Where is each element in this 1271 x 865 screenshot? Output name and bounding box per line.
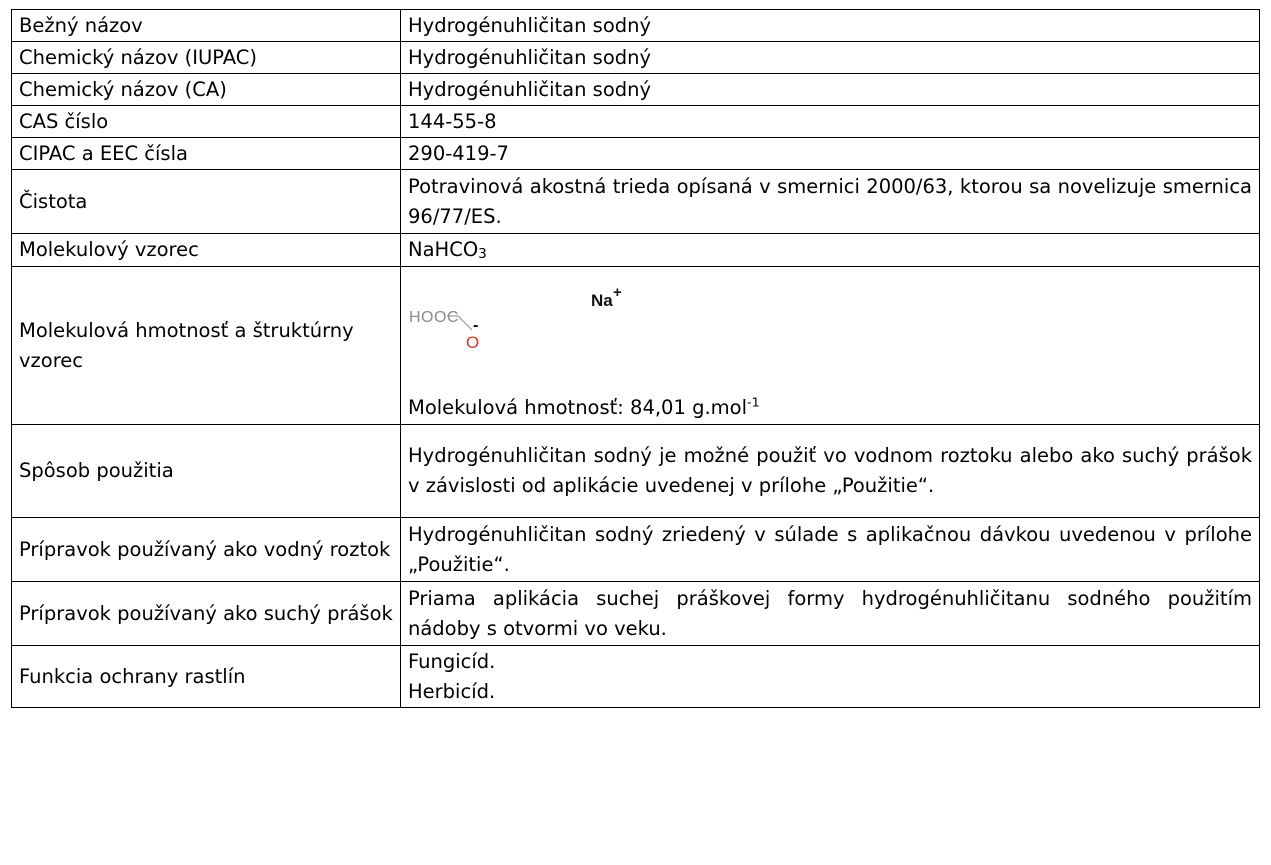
row-value: 290-419-7: [401, 138, 1260, 170]
substance-properties-table: [11, 9, 1260, 708]
table-row: [12, 74, 1260, 106]
table-row: [12, 267, 1260, 425]
row-value: Hydrogénuhličitan sodný zriedený v súlade s aplikačnou dávkou uvedenou v prílohe „Použitie“.: [401, 518, 1260, 582]
row-value: Potravinová akostná trieda opísaná v smernici 2000/63, ktorou sa novelizuje smernica 96/77/ES.: [401, 170, 1260, 234]
function-item: Fungicíd.: [408, 649, 496, 673]
structure-cell: [401, 267, 1260, 425]
molecular-formula: [401, 234, 1260, 267]
formula-main: NaHCO: [408, 238, 479, 261]
row-label: Čistota: [12, 170, 401, 234]
table-row: [12, 170, 1260, 234]
row-label: Bežný názov: [12, 10, 401, 42]
mw-exponent: -1: [747, 394, 760, 410]
row-value: Hydrogénuhličitan sodný: [401, 42, 1260, 74]
row-value: Hydrogénuhličitan sodný: [401, 74, 1260, 106]
table-row: [12, 425, 1260, 518]
table-row: [12, 42, 1260, 74]
table-row: [12, 518, 1260, 582]
structural-formula: [408, 282, 708, 372]
mw-text: Molekulová hmotnosť: 84,01 g.mol: [408, 396, 747, 419]
row-value: 144-55-8: [401, 106, 1260, 138]
function-item: Herbicíd.: [408, 679, 496, 703]
structure-cation-charge: +: [613, 284, 622, 301]
structure-cation-label: Na: [591, 291, 613, 310]
table-row: [12, 646, 1260, 708]
table-row: [12, 234, 1260, 267]
molecular-weight: [408, 393, 760, 423]
row-value: Priama aplikácia suchej práškovej formy hydrogénuhličitanu sodného použitím nádoby s otvormi vo veku.: [401, 582, 1260, 646]
structure-anion-label: O: [466, 333, 480, 352]
table-row: [12, 106, 1260, 138]
row-value: Hydrogénuhličitan sodný: [401, 10, 1260, 42]
row-label: Funkcia ochrany rastlín: [12, 646, 401, 708]
row-value: [401, 646, 1260, 708]
structure-anion-charge: -: [473, 317, 479, 334]
row-label: Prípravok používaný ako suchý prášok: [12, 582, 401, 646]
row-label: CIPAC a EEC čísla: [12, 138, 401, 170]
structure-group-label: HOOC: [409, 309, 459, 326]
row-label: Chemický názov (CA): [12, 74, 401, 106]
row-label: Molekulová hmotnosť a štruktúrny vzorec: [12, 267, 401, 425]
table-row: [12, 10, 1260, 42]
row-label: Prípravok používaný ako vodný roztok: [12, 518, 401, 582]
row-value: Hydrogénuhličitan sodný je možné použiť vo vodnom roztoku alebo ako suchý prášok v závislosti od aplikácie uvedenej v prílohe „Použitie“.: [401, 425, 1260, 518]
row-label: Spôsob použitia: [12, 425, 401, 518]
table-row: [12, 582, 1260, 646]
row-label: CAS číslo: [12, 106, 401, 138]
table-row: [12, 138, 1260, 170]
row-label: Chemický názov (IUPAC): [12, 42, 401, 74]
row-label: Molekulový vzorec: [12, 234, 401, 267]
formula-subscript: 3: [478, 246, 487, 263]
